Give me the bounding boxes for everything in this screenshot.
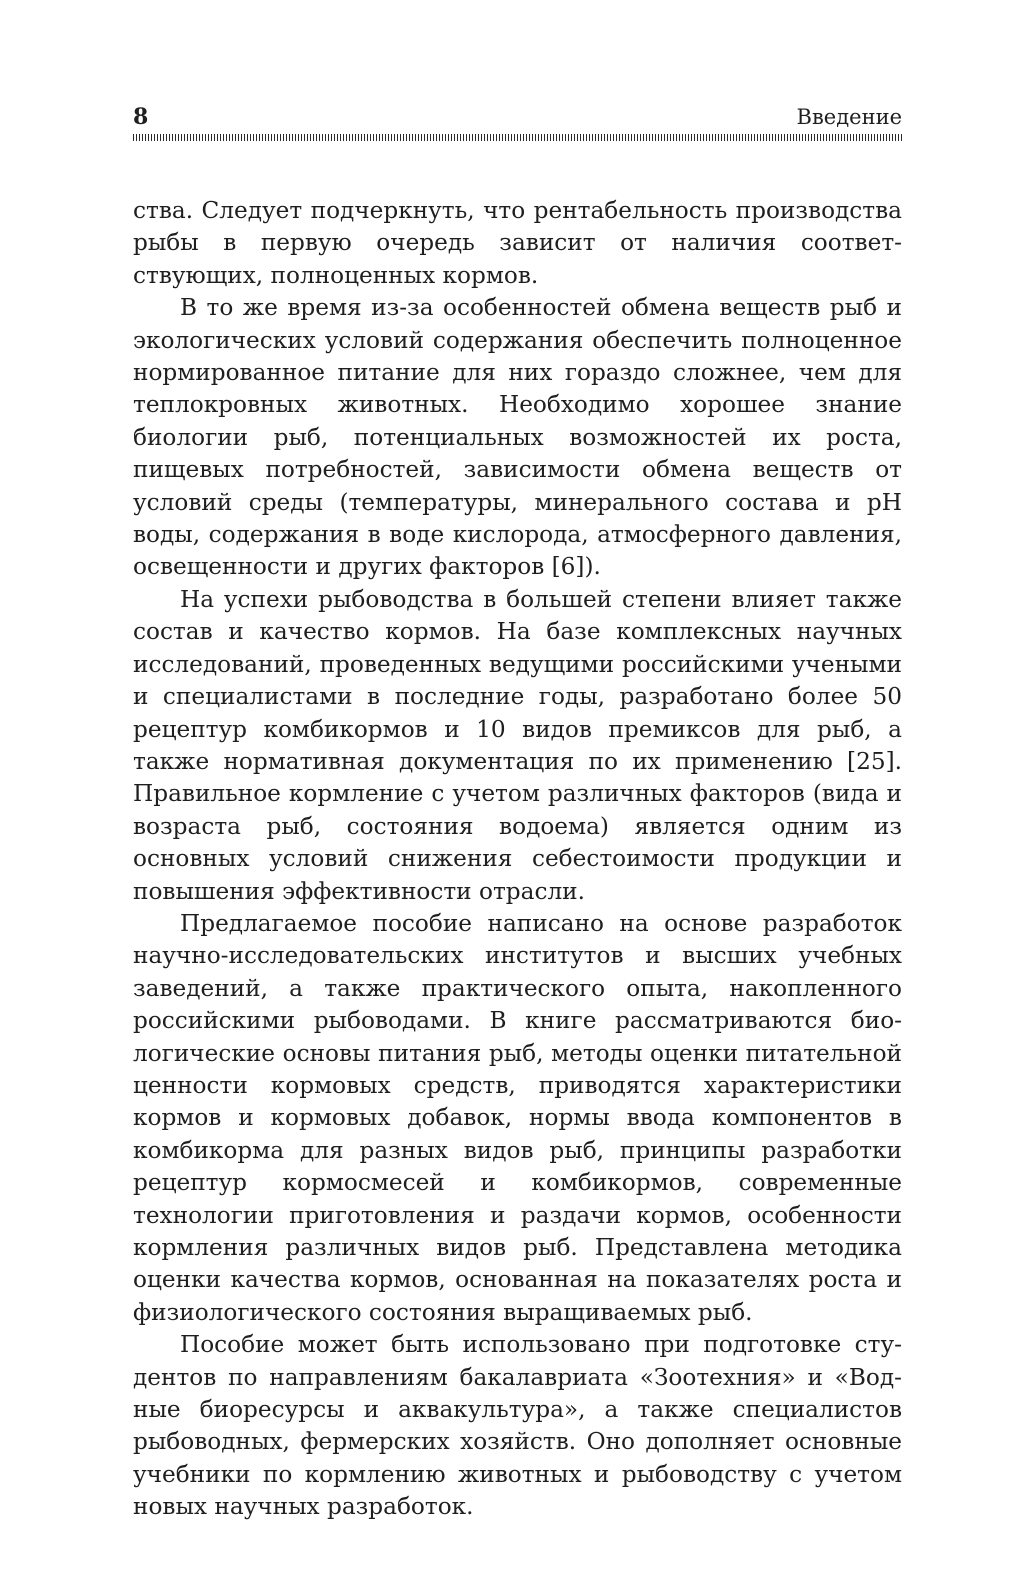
paragraph: ства. Следует подчеркнуть, что рентабельность производства рыбы в первую очередь зависит от наличия соответствующих, полноценных кормов.	[133, 197, 902, 289]
paragraph: В то же время из-за особенностей обмена веществ рыб и экологических условий содержания обеспечить полноценное нормированное питание для них гораздо сложнее, чем для теплокровных животных. Необходимо хорошее знание биологии рыб, потенциальных возможностей их роста, пищевых потребностей, зависимости обмена веществ от условий среды (температуры, минерального состава и pH воды, содержания в воде кислорода, атмосферного давления, освещенности и других факторов [6]).	[133, 294, 902, 581]
paragraph: Пособие может быть использовано при подготовке студентов по направлениям бакалавриата «Зоотехния» и «Водные биоресурсы и аквакультура», а также специалистов рыбоводных, фермерских хозяйств. Оно дополняет основные учебники по кормлению животных и рыбоводству с учетом новых научных разработок.	[133, 1331, 902, 1521]
paragraph: Предлагаемое пособие написано на основе разработок научно-исследовательских институтов и высших учебных заведений, а также практического опыта, накопленного российскими рыбоводами. В книге рассматриваются биологические основы питания рыб, методы оценки питательной ценности кормовых средств, приводятся характеристики кормов и кормовых добавок, нормы ввода компонентов в комбикорма для разных видов рыб, принципы разработки рецептур кормосмесей и комбикормов, современные технологии приготовления и раздачи кормов, особенности кормления различных видов рыб. Представлена методика оценки качества кормов, основанная на показателях роста и физиологического состояния выращиваемых рыб.	[133, 909, 902, 1326]
page-number: 8	[133, 104, 149, 130]
page-header	[133, 104, 902, 130]
paragraph: На успехи рыбоводства в большей степени влияет также состав и качество кормов. На базе комплексных научных исследований, проведенных ведущими российскими учеными и специалистами в последние годы, разработано более 50 рецептур комбикормов и 10 видов премиксов для рыб, а также нормативная документация по их применению [25]. Правильное кормление с учетом различных факторов (вида и возраста рыб, состояния водоема) является одним из основных условий снижения себестоимости продукции и повышения эффективности отрасли.	[133, 585, 902, 905]
header-rule	[133, 134, 902, 141]
running-title: Введение	[796, 105, 902, 129]
body-text	[133, 195, 902, 1524]
